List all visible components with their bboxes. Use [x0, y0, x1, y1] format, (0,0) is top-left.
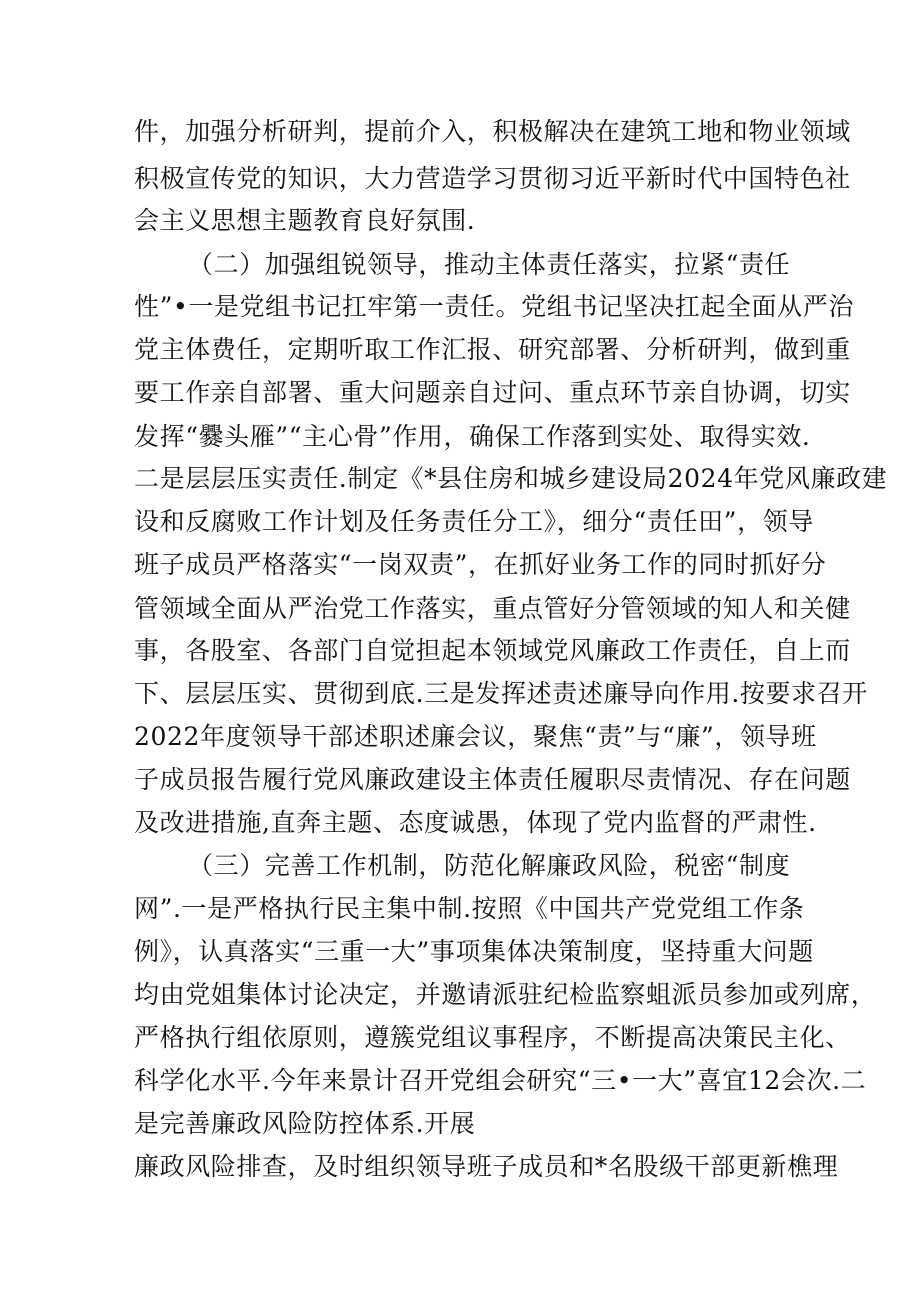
section-heading-3: （三）完善工作机制，防范化解廉政风险，税密“制度	[188, 851, 791, 880]
text-line: 设和反腐败工作计划及任务责任分工》，细分“责任田”，领导	[134, 507, 814, 536]
text-line: 例》，认真落实“三重一大”事项集体决策制度，坚持重大问题	[134, 937, 814, 966]
text-line: 子成员报告履行党风廉政建设主体责任履职尽责情况、存在问题	[134, 765, 851, 794]
text-line: 二是层层压实责任.制定《*县住房和城乡建设局2024年党风廉政建	[134, 464, 888, 493]
text-line: 廉政风险排查，及时组织领导班子成员和*名股级干部更新樵理	[134, 1152, 839, 1181]
text-line: 2022年度领导干部述职述廉会议，聚焦“责”与“廉”，领导班	[134, 722, 817, 751]
text-line: 管领域全面从严治党工作落实，重点管好分管领域的知人和关健	[134, 594, 851, 623]
text-line: 及改进措施,直奔主题、态度诚愚，体现了党内监督的严肃性.	[134, 808, 817, 837]
text-line: 班子成员严格落实“一岗双责”，在抓好业务工作的同时抓好分	[134, 550, 827, 579]
text-line: 严格执行组依原则，遵簇党组议事程序，不断提高决策民主化、	[134, 1023, 851, 1052]
section-heading-2: （二）加强组锐领导，推动主体责任落实，拉紧“责任	[188, 250, 791, 279]
text-line: 下、层层压实、贯彻到底.三是发挥述责述廉导向作用.按要求召开	[134, 679, 868, 708]
text-line: 件，加强分析研判，提前介入，积极解决在建筑工地和物业领域	[134, 117, 851, 146]
text-line: 积极宣传党的知识，大力营造学习贯彻习近平新时代中国特色社	[134, 164, 851, 193]
text-line: 网”.一是严格执行民主集中制.按照《中国共产党党组工作条	[134, 894, 805, 923]
text-line: 发挥“爨头雁”“主心骨”作用，确保工作落到实处、取得实效.	[134, 422, 811, 451]
text-line: 事，各股室、各部门自觉担起本领域党风廉政工作责任，自上而	[134, 636, 851, 665]
text-line: 要工作亲自部署、重大问题亲自过问、重点环节亲自协调，切实	[134, 378, 851, 407]
text-line: 会主义思想主题教育良好氛围.	[134, 206, 476, 235]
text-line: 性”•一是党组书记扛牢第一责任。党组书记坚决扛起全面从严治	[134, 292, 854, 321]
text-line: 是完善廉政风险防控体系.开展	[134, 1109, 476, 1138]
text-line: 党主体费任，定期听取工作汇报、研究部署、分析研判，做到重	[134, 335, 851, 364]
text-line: 科学化水平.今年来景计召开党组会研究“三•一大”喜宜12会次.二	[134, 1066, 867, 1095]
text-line: 均由党姐集体讨论决定，并邀请派驻纪检监察蛆派员参加或列席，	[134, 980, 877, 1009]
